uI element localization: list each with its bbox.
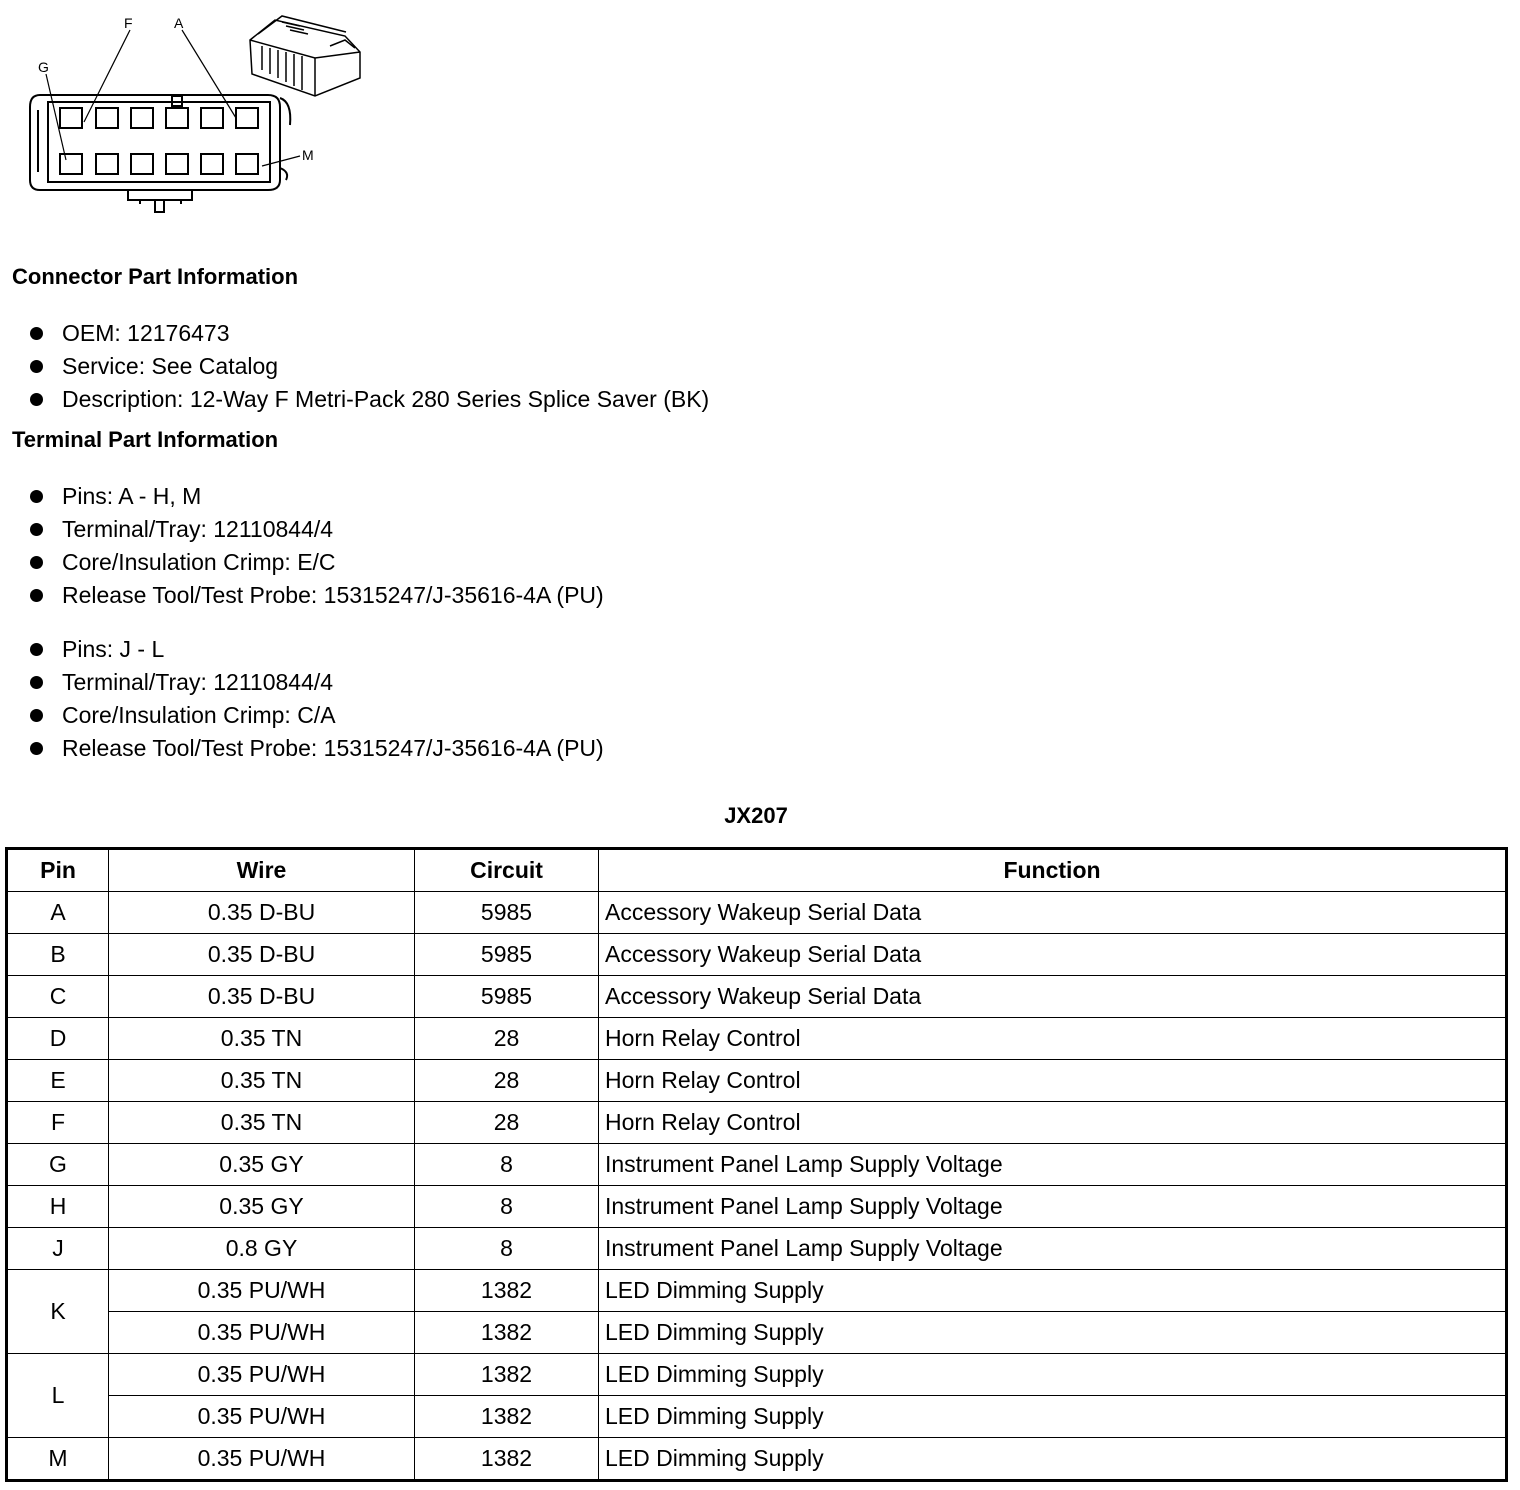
wire-cell: 0.35 D-BU	[109, 934, 415, 976]
pin-cell: H	[7, 1186, 109, 1228]
connector-part-info-list	[30, 317, 709, 416]
function-cell: Instrument Panel Lamp Supply Voltage	[599, 1144, 1507, 1186]
label-g: G	[38, 59, 49, 75]
circuit-cell: 1382	[415, 1396, 599, 1438]
wire-cell: 0.35 PU/WH	[109, 1312, 415, 1354]
terminal-part-info-heading: Terminal Part Information	[12, 427, 279, 452]
list-item: Service: See Catalog	[30, 350, 709, 383]
table-title: JX207	[724, 803, 788, 828]
pin-cell: F	[7, 1102, 109, 1144]
list-item: Core/Insulation Crimp: C/A	[30, 699, 604, 732]
table-row	[7, 1396, 1507, 1438]
table-row	[7, 1186, 1507, 1228]
pin-cell: M	[7, 1438, 109, 1481]
label-m: M	[302, 147, 314, 163]
circuit-cell: 1382	[415, 1312, 599, 1354]
pin-cell: D	[7, 1018, 109, 1060]
function-cell: Instrument Panel Lamp Supply Voltage	[599, 1228, 1507, 1270]
circuit-cell: 8	[415, 1186, 599, 1228]
circuit-cell: 5985	[415, 934, 599, 976]
function-cell: Horn Relay Control	[599, 1102, 1507, 1144]
wire-cell: 0.35 D-BU	[109, 976, 415, 1018]
wire-cell: 0.35 TN	[109, 1102, 415, 1144]
circuit-cell: 5985	[415, 892, 599, 934]
pin-cell: K	[7, 1270, 109, 1354]
circuit-cell: 28	[415, 1102, 599, 1144]
terminal-group-1-list	[30, 480, 604, 612]
label-f: F	[124, 15, 133, 31]
wire-cell: 0.35 PU/WH	[109, 1354, 415, 1396]
list-item: Pins: J - L	[30, 633, 604, 666]
connector-diagram	[0, 0, 380, 230]
table-row	[7, 1144, 1507, 1186]
table-row	[7, 1270, 1507, 1312]
wire-cell: 0.35 GY	[109, 1144, 415, 1186]
function-cell: Horn Relay Control	[599, 1018, 1507, 1060]
wire-cell: 0.35 GY	[109, 1186, 415, 1228]
function-cell: Accessory Wakeup Serial Data	[599, 934, 1507, 976]
list-item: Release Tool/Test Probe: 15315247/J-35616-4A (PU)	[30, 732, 604, 765]
function-cell: Accessory Wakeup Serial Data	[599, 892, 1507, 934]
table-row	[7, 1312, 1507, 1354]
wire-cell: 0.35 D-BU	[109, 892, 415, 934]
wire-cell: 0.35 PU/WH	[109, 1270, 415, 1312]
connector-3d-view	[250, 16, 360, 96]
circuit-cell: 5985	[415, 976, 599, 1018]
header-function: Function	[599, 849, 1507, 892]
pin-cell: G	[7, 1144, 109, 1186]
table-row	[7, 976, 1507, 1018]
wire-cell: 0.8 GY	[109, 1228, 415, 1270]
bottom-row-cavities	[60, 154, 258, 174]
table-header-row	[7, 849, 1507, 892]
pin-cell: J	[7, 1228, 109, 1270]
list-item: OEM: 12176473	[30, 317, 709, 350]
pin-cell: E	[7, 1060, 109, 1102]
wire-cell: 0.35 PU/WH	[109, 1438, 415, 1481]
circuit-cell: 28	[415, 1060, 599, 1102]
function-cell: Instrument Panel Lamp Supply Voltage	[599, 1186, 1507, 1228]
table-row	[7, 892, 1507, 934]
table-row	[7, 1354, 1507, 1396]
header-circuit: Circuit	[415, 849, 599, 892]
list-item: Release Tool/Test Probe: 15315247/J-35616-4A (PU)	[30, 579, 604, 612]
wire-cell: 0.35 TN	[109, 1018, 415, 1060]
circuit-cell: 1382	[415, 1270, 599, 1312]
function-cell: LED Dimming Supply	[599, 1438, 1507, 1481]
header-pin: Pin	[7, 849, 109, 892]
pin-cell: A	[7, 892, 109, 934]
list-item: Terminal/Tray: 12110844/4	[30, 666, 604, 699]
function-cell: LED Dimming Supply	[599, 1354, 1507, 1396]
table-row	[7, 1102, 1507, 1144]
table-row	[7, 934, 1507, 976]
table-row	[7, 1060, 1507, 1102]
circuit-cell: 8	[415, 1228, 599, 1270]
list-item: Core/Insulation Crimp: E/C	[30, 546, 604, 579]
table-row	[7, 1228, 1507, 1270]
pinout-table	[5, 847, 1508, 1482]
connector-part-info-heading: Connector Part Information	[12, 264, 299, 289]
pin-cell: L	[7, 1354, 109, 1438]
list-item: Terminal/Tray: 12110844/4	[30, 513, 604, 546]
pin-cell: B	[7, 934, 109, 976]
header-wire: Wire	[109, 849, 415, 892]
function-cell: LED Dimming Supply	[599, 1270, 1507, 1312]
label-a: A	[174, 15, 184, 31]
function-cell: LED Dimming Supply	[599, 1312, 1507, 1354]
function-cell: Horn Relay Control	[599, 1060, 1507, 1102]
list-item: Description: 12-Way F Metri-Pack 280 Series Splice Saver (BK)	[30, 383, 709, 416]
function-cell: LED Dimming Supply	[599, 1396, 1507, 1438]
function-cell: Accessory Wakeup Serial Data	[599, 976, 1507, 1018]
circuit-cell: 1382	[415, 1354, 599, 1396]
circuit-cell: 1382	[415, 1438, 599, 1481]
circuit-cell: 28	[415, 1018, 599, 1060]
table-row	[7, 1438, 1507, 1481]
pin-cell: C	[7, 976, 109, 1018]
wire-cell: 0.35 PU/WH	[109, 1396, 415, 1438]
table-row	[7, 1018, 1507, 1060]
circuit-cell: 8	[415, 1144, 599, 1186]
wire-cell: 0.35 TN	[109, 1060, 415, 1102]
connector-housing	[30, 95, 280, 190]
list-item: Pins: A - H, M	[30, 480, 604, 513]
terminal-group-2-list	[30, 633, 604, 765]
